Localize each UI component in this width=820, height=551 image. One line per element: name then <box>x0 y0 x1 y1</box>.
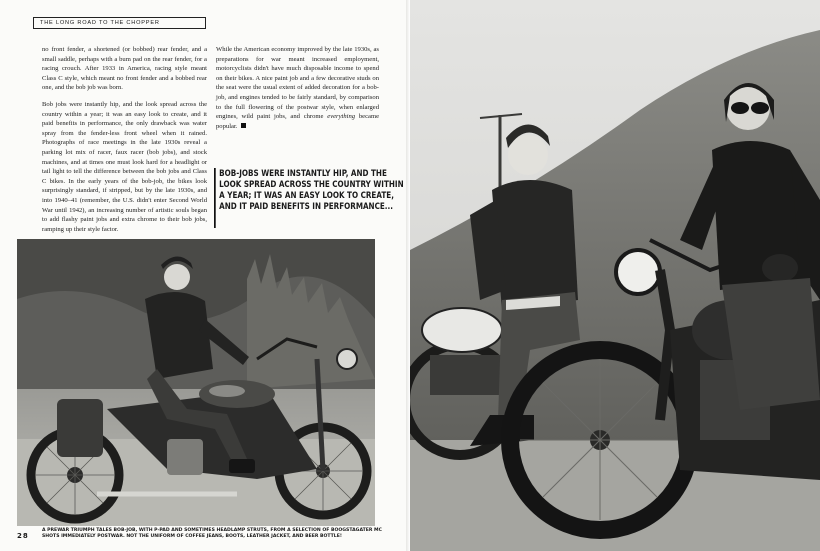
photo-two-riders-on-motorcycles <box>410 0 820 551</box>
photo-caption: A PREWAR TRIUMPH TALES BOB-JOB, WITH P-PAD AND SOMETIMES HEADLAMP STRUTS, FROM A SELECTION OF BOOGSTAGATER MC SHOTS IMMEDIATELY POSTWAR. NOT THE UNIFORM OF COFFEE JEANS, BOOTS, LEATHER JACKET, AND BEER BOTTLE! <box>42 528 383 540</box>
paragraph <box>216 45 379 131</box>
pull-quote <box>214 168 404 228</box>
body-column-left <box>42 45 207 241</box>
pull-quote-line: BOB-JOBS WERE INSTANTLY HIP, AND THE <box>219 168 387 178</box>
pull-quote-line: AND IT PAID BENEFITS IN PERFORMANCE... <box>219 201 394 211</box>
emphasis-word: everything <box>327 113 356 121</box>
photo-woman-on-motorcycle <box>17 239 375 526</box>
end-of-article-mark <box>241 123 246 128</box>
photo-illustration <box>17 239 375 526</box>
pull-quote-line: LOOK SPREAD ACROSS THE COUNTRY WITHIN <box>219 179 404 189</box>
paragraph-text: While the American economy improved by the late 1930s, as preparations for war meant increased employment, motorcyclists didn't have much disposable income to spend on their bikes. A nice paint job and a few decorative studs on the seat were the usual extent of added decoration for a bob-job, and engines tended to be fairly standard, by comparison to the full flowering of the postwar style, when enlarged engines, wild paint jobs, and chrome <box>216 46 379 121</box>
right-page <box>410 0 820 551</box>
page-number: 28 <box>17 532 29 540</box>
body-column-right <box>216 45 379 138</box>
running-head: THE LONG ROAD TO THE CHOPPER <box>33 17 206 29</box>
paragraph: no front fender, a shortened (or bobbed) rear fender, and a small saddle, perhaps with a bum pad on the rear fender, for a racing crouch. After 1933 in America, racing style meant Class C style, which meant no front fender and a bobbed rear one, and the bob job was born. <box>42 46 207 92</box>
paragraph-tail: became popular. <box>216 113 379 130</box>
pull-quote-line: A YEAR; IT WAS AN EASY LOOK TO CREATE, <box>219 190 394 200</box>
paragraph: Bob jobs were instantly hip, and the look spread across the country within a year; it was an easy look to create, and it paid benefits in performance, the only drawback was water spray from the fender-less front wheel when it rained. Photographs of race meetings in the late 1930s reveal a parking lot mix of racer, faux racer (bob jobs), and stock machines, and at times one must look hard for a headlight or tail light to tell the difference between the bob jobs and Class C bikes. In the early years of the bob-job, the bikes look surprisingly standard, if stripped, but by the late 1930s, and into 1940–41 (remember, the U.S. didn't enter Second World War until 1942), an increasing number of artistic souls began to add flashy paint jobs and extra chrome to their bob jobs, ramping up their style factor. <box>42 100 207 233</box>
